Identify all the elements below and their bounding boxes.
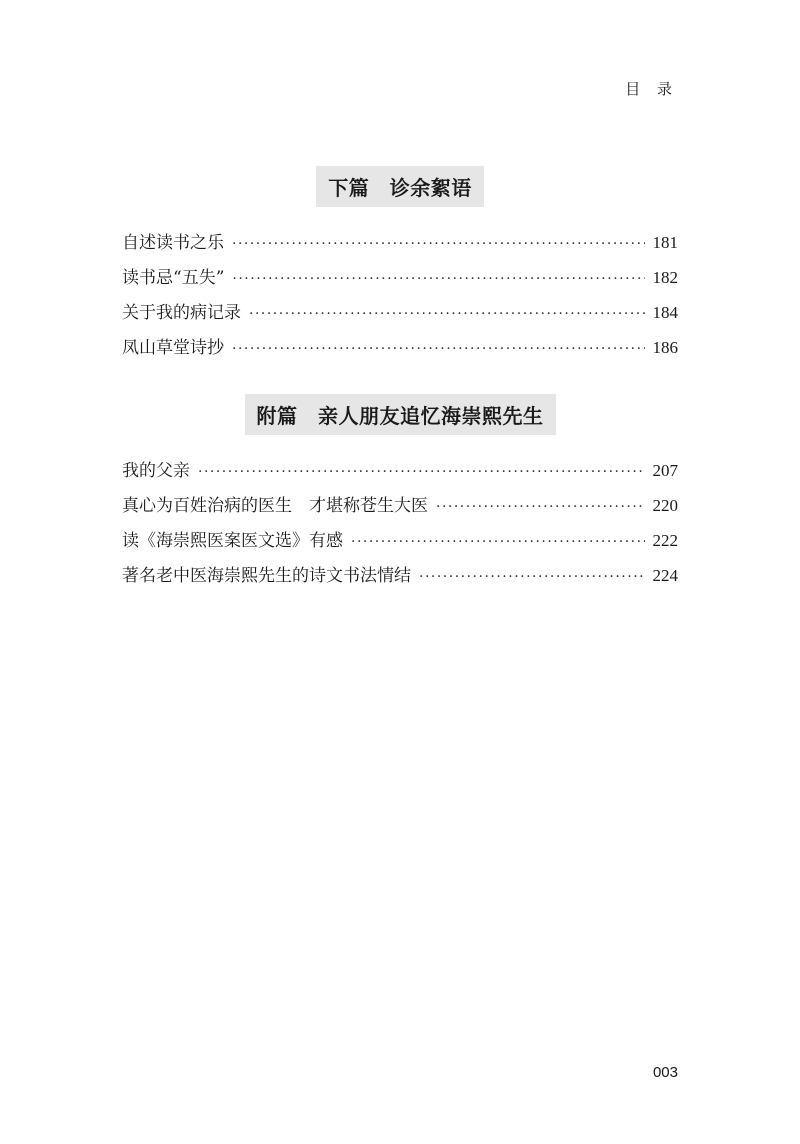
running-head: 目 录 [625,80,678,98]
toc-entry-title: 我的父亲 [122,461,190,481]
toc-list-section-1 [122,228,678,368]
section-title-text: 下篇 诊余絮语 [316,166,484,207]
toc-entry[interactable] [122,491,678,526]
section-title-2 [0,394,800,435]
dot-leader [232,236,645,252]
toc-entry-title: 读书忌“五失” [122,268,225,288]
toc-entry[interactable] [122,526,678,561]
section-title-1 [0,166,800,207]
page-number: 003 [652,1064,678,1081]
toc-entry-title: 著名老中医海崇熙先生的诗文书法情结 [122,566,411,586]
toc-entry-page: 184 [652,303,678,322]
toc-entry[interactable] [122,333,678,368]
toc-entry-page: 181 [652,233,678,252]
dot-leader [232,271,644,287]
toc-entry-title: 真心为百姓治病的医生 才堪称苍生大医 [122,496,428,516]
toc-entry[interactable] [122,228,678,263]
dot-leader [198,464,645,480]
toc-entry-page: 186 [652,338,678,357]
toc-entry-title: 读《海崇熙医案医文选》有感 [122,531,343,551]
toc-entry-title: 自述读书之乐 [122,233,224,253]
toc-entry-title: 关于我的病记录 [122,303,241,323]
toc-entry-title: 凤山草堂诗抄 [122,338,224,358]
toc-entry[interactable] [122,561,678,596]
toc-entry-page: 220 [652,496,678,515]
toc-entry[interactable] [122,456,678,491]
dot-leader [419,569,645,585]
dot-leader [232,341,645,357]
dot-leader [249,306,645,322]
toc-entry-page: 224 [652,566,678,585]
dot-leader [351,534,645,550]
section-title-text: 附篇 亲人朋友追忆海崇熙先生 [245,394,556,435]
toc-list-section-2 [122,456,678,596]
dot-leader [436,499,645,515]
toc-entry[interactable] [122,263,678,298]
toc-entry-page: 222 [652,531,678,550]
toc-entry-page: 207 [652,461,678,480]
toc-entry[interactable] [122,298,678,333]
toc-entry-page: 182 [652,268,678,287]
